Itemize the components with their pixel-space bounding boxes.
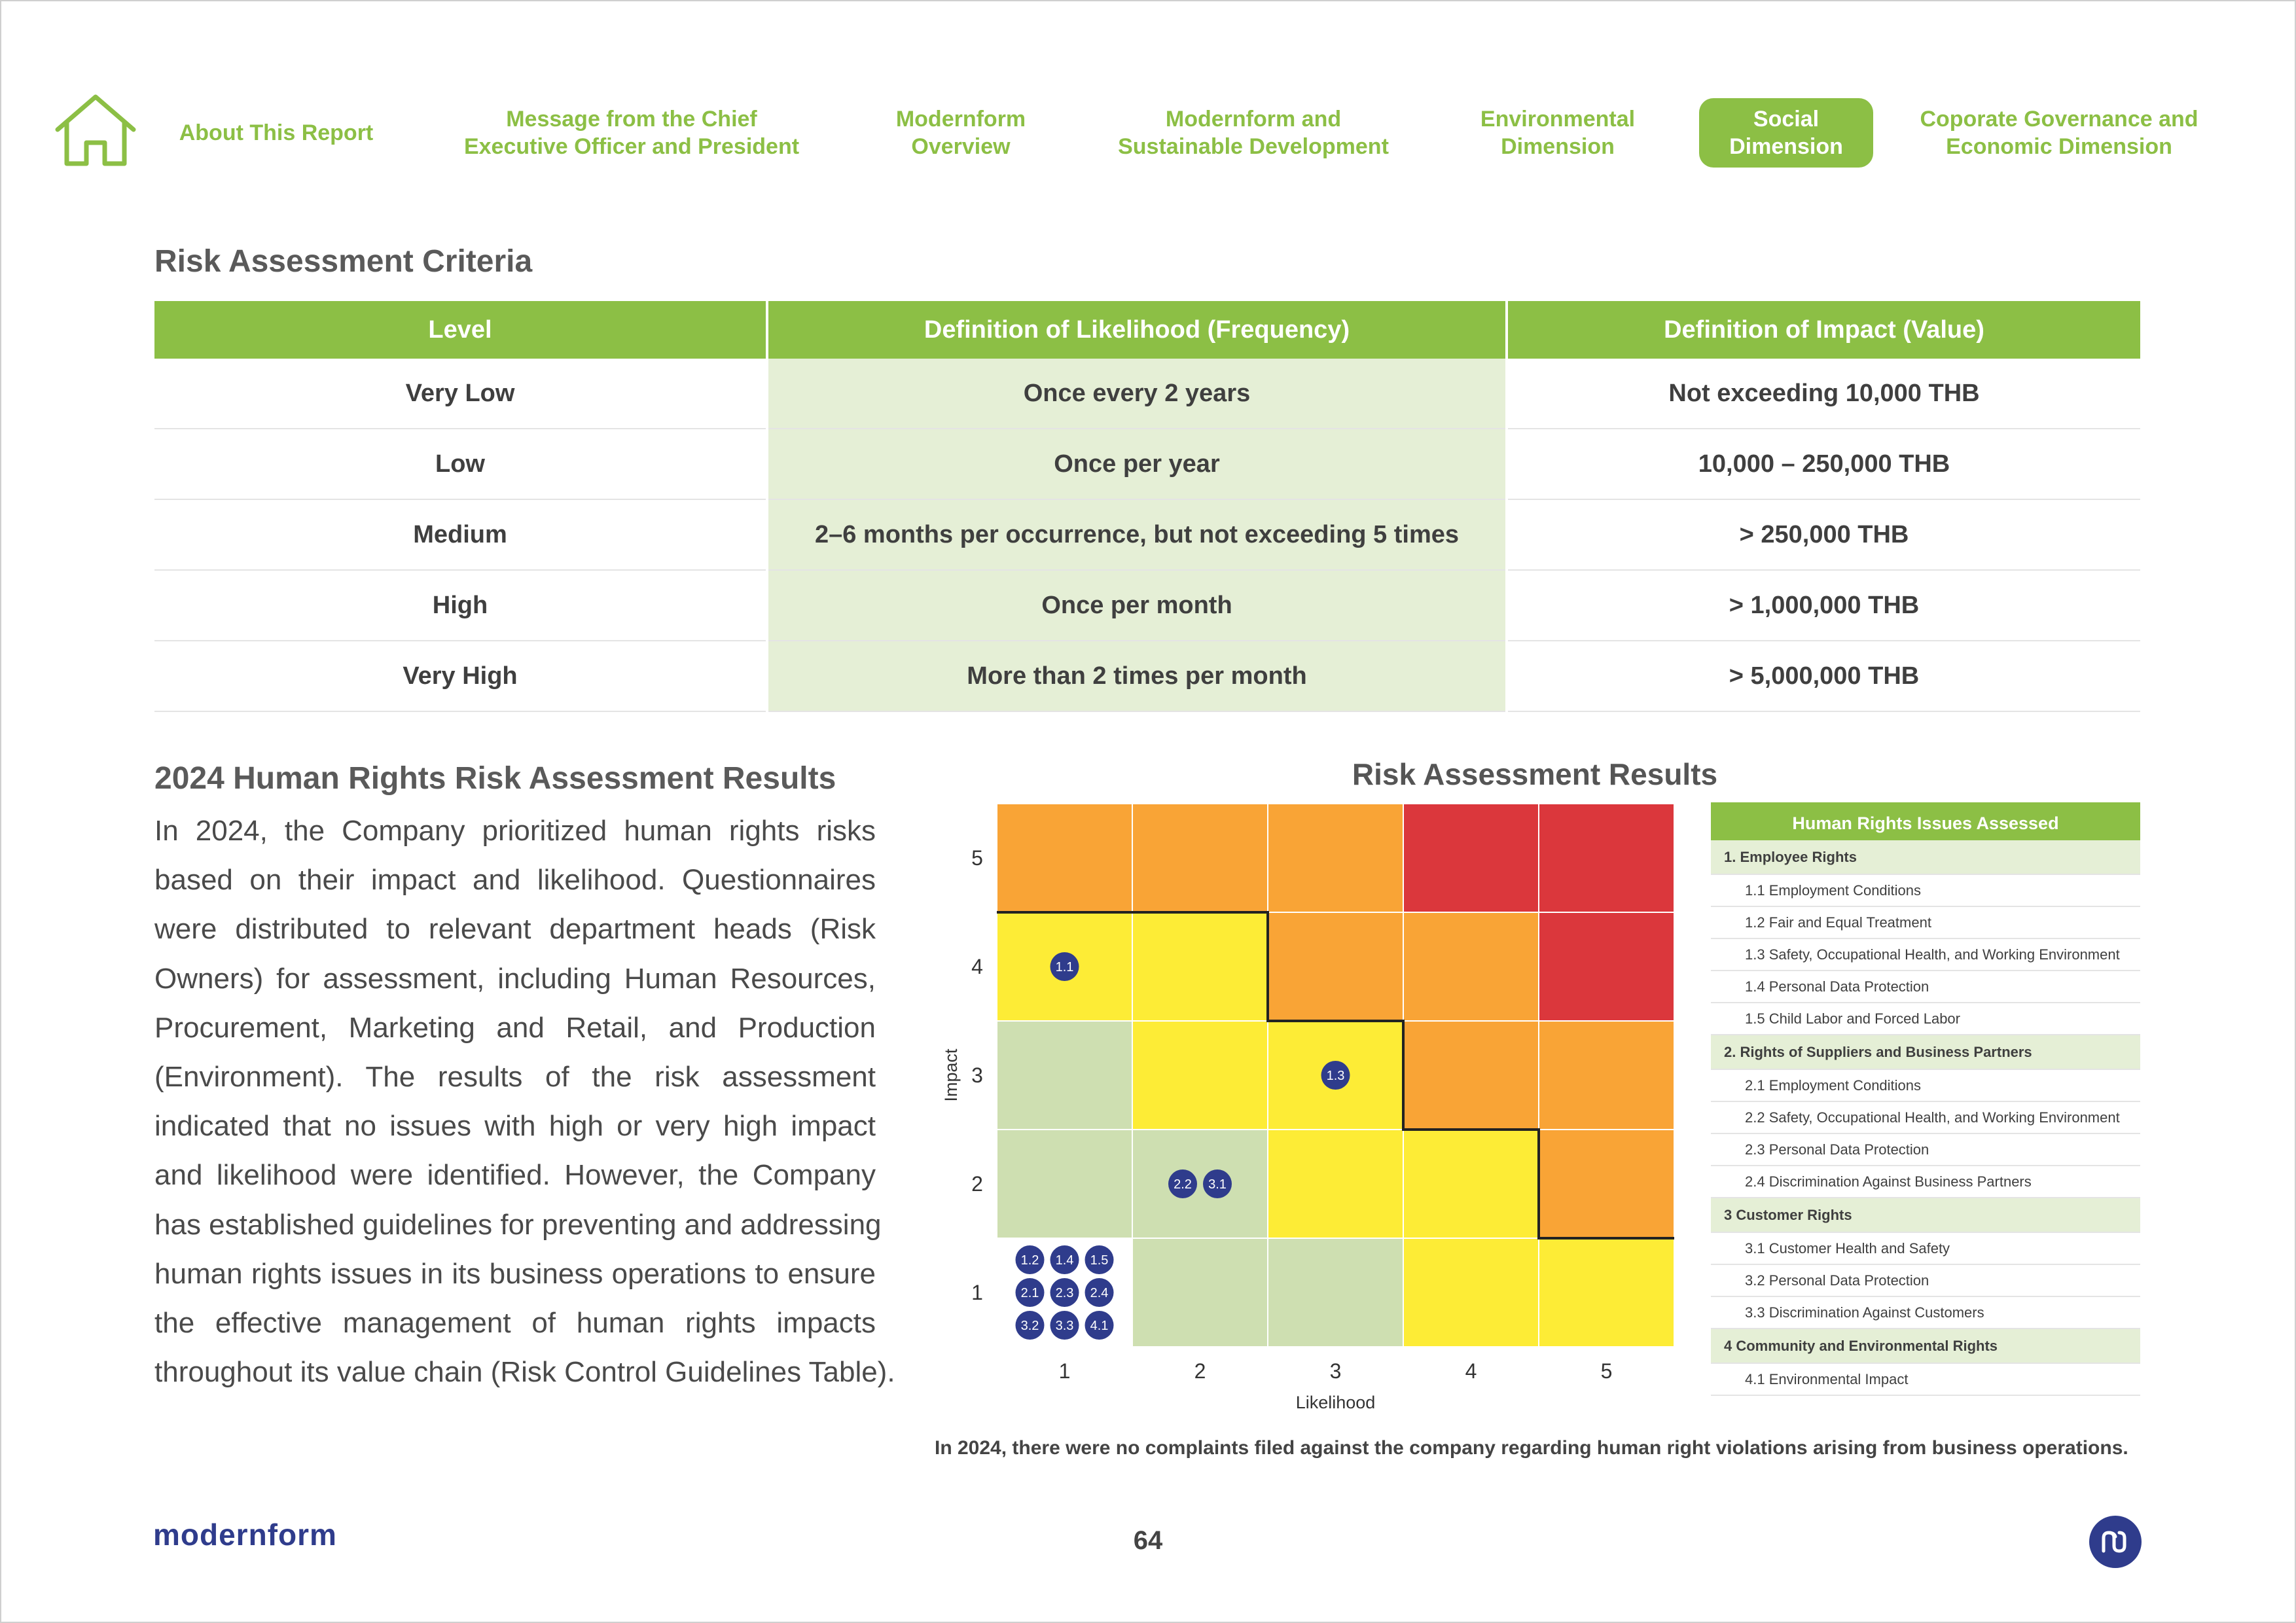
chart-title: Risk Assessment Results [1352,757,1718,791]
matrix-cell [1268,1130,1403,1238]
y-tick-label: 4 [971,955,983,978]
matrix-cell [1132,912,1268,1021]
x-tick-label: 5 [1600,1359,1613,1383]
criteria-table [154,301,2140,712]
results-title: 2024 Human Rights Risk Assessment Results [154,761,836,796]
matrix-cell [1539,804,1674,912]
risk-point-label: 1.2 [1020,1253,1039,1268]
paragraph-line: indicated that no issues with high or very high impact [154,1110,876,1143]
table-row [154,359,2140,429]
matrix-cell [1403,804,1539,912]
issue-item: 3.3 Discrimination Against Customers [1711,1297,2140,1329]
nav-item-2[interactable]: Message from the Chief Executive Officer and President [463,107,800,159]
criteria-header-2: Definition of Likelihood (Frequency) [767,301,1507,359]
risk-point-label: 1.4 [1055,1253,1074,1268]
risk-point-label: 1.5 [1090,1253,1109,1268]
paragraph-line: Procurement, Marketing and Retail, and Production [154,1011,876,1044]
paragraph-line: the effective management of human rights impacts [154,1307,876,1340]
results-paragraph [154,806,895,1397]
issues-table [1711,802,2140,1396]
matrix-cell [1403,1021,1539,1130]
page-number: 64 [1133,1526,1163,1555]
matrix-cell [1403,1130,1539,1238]
paragraph-line: In 2024, the Company prioritized human rights risks [154,815,876,847]
likelihood-cell: More than 2 times per month [767,641,1507,711]
paragraph-line: has established guidelines for preventing and addressing [154,1208,882,1241]
matrix-cell [1268,804,1403,912]
brand-logo-icon[interactable] [2089,1516,2142,1568]
table-row [154,499,2140,570]
matrix-cell [1132,1130,1268,1238]
paragraph-line: based on their impact and likelihood. Questionnaires [154,864,876,897]
matrix-cell [1403,1238,1539,1347]
criteria-header-3: Definition of Impact (Value) [1507,301,2140,359]
matrix-cell [1539,1238,1674,1347]
risk-point-label: 2.1 [1020,1286,1039,1300]
level-cell: High [154,570,767,641]
issue-item: 1.3 Safety, Occupational Health, and Working Environment [1711,939,2140,971]
risk-point-label: 3.1 [1208,1177,1227,1192]
brand-logo-text[interactable]: modernform [153,1518,337,1552]
matrix-cell [1268,912,1403,1021]
issue-item: 3.2 Personal Data Protection [1711,1265,2140,1297]
x-tick-label: 4 [1465,1359,1477,1383]
table-row [154,641,2140,711]
issue-item: 1.5 Child Labor and Forced Labor [1711,1003,2140,1035]
risk-point-label: 2.4 [1090,1286,1109,1300]
nav-item-1[interactable]: About This Report [179,120,374,145]
issue-category: 3 Customer Rights [1711,1198,2140,1233]
risk-point-label: 3.3 [1055,1319,1074,1333]
likelihood-cell: Once per year [767,429,1507,499]
risk-point-label: 1.1 [1055,960,1074,974]
issue-item: 1.4 Personal Data Protection [1711,971,2140,1003]
impact-cell: > 5,000,000 THB [1507,641,2140,711]
issue-item: 4.1 Environmental Impact [1711,1364,2140,1396]
risk-matrix-chart [936,798,1676,1420]
issue-item: 1.1 Employment Conditions [1711,875,2140,907]
likelihood-cell: Once every 2 years [767,359,1507,429]
issue-category: 4 Community and Environmental Rights [1711,1329,2140,1364]
y-tick-label: 2 [971,1172,983,1196]
impact-cell: 10,000 – 250,000 THB [1507,429,2140,499]
criteria-header-1: Level [154,301,767,359]
matrix-cell [1539,912,1674,1021]
impact-cell: Not exceeding 10,000 THB [1507,359,2140,429]
level-cell: Very Low [154,359,767,429]
paragraph-line: throughout its value chain (Risk Control Guidelines Table). [154,1356,895,1389]
matrix-cell [997,804,1132,912]
issue-category: 2. Rights of Suppliers and Business Partners [1711,1035,2140,1070]
issue-item: 2.4 Discrimination Against Business Partners [1711,1166,2140,1198]
issue-item: 1.2 Fair and Equal Treatment [1711,907,2140,939]
x-axis-label: Likelihood [1295,1393,1376,1412]
nav-item-7[interactable]: Coporate Governance and Economic Dimension [1920,107,2198,159]
issue-item: 2.1 Employment Conditions [1711,1070,2140,1102]
issue-category: 1. Employee Rights [1711,840,2140,875]
criteria-title: Risk Assessment Criteria [154,244,533,279]
issue-item: 2.2 Safety, Occupational Health, and Working Environment [1711,1102,2140,1134]
y-tick-label: 5 [971,846,983,870]
home-icon[interactable] [54,94,137,168]
nav-item-5[interactable]: Environmental Dimension [1480,107,1636,159]
paragraph-line: (Environment). The results of the risk assessment [154,1061,876,1094]
likelihood-cell: Once per month [767,570,1507,641]
x-tick-label: 1 [1058,1359,1071,1383]
x-tick-label: 3 [1329,1359,1342,1383]
matrix-cell [1539,1021,1674,1130]
paragraph-line: were distributed to relevant department heads (Risk [154,913,876,946]
y-tick-label: 3 [971,1063,983,1087]
x-tick-label: 2 [1194,1359,1206,1383]
nav-item-3[interactable]: Modernform Overview [895,107,1026,159]
impact-cell: > 250,000 THB [1507,499,2140,570]
paragraph-line: Owners) for assessment, including Human Resources, [154,962,876,995]
matrix-cell [1132,804,1268,912]
matrix-cell [997,1021,1132,1130]
likelihood-cell: 2–6 months per occurrence, but not exceeding 5 times [767,499,1507,570]
nav-item-6[interactable]: Social Dimension [1699,98,1873,168]
table-row [154,429,2140,499]
table-row [154,570,2140,641]
level-cell: Very High [154,641,767,711]
risk-point-label: 3.2 [1020,1319,1039,1333]
paragraph-line: and likelihood were identified. However, the Company [154,1159,876,1192]
matrix-cell [997,1130,1132,1238]
issue-item: 3.1 Customer Health and Safety [1711,1233,2140,1265]
level-cell: Low [154,429,767,499]
y-axis-label: Impact [941,1048,961,1102]
issue-item: 2.3 Personal Data Protection [1711,1134,2140,1166]
issues-header: Human Rights Issues Assessed [1711,802,2140,840]
risk-point-label: 2.3 [1055,1286,1074,1300]
risk-point-label: 1.3 [1326,1069,1345,1083]
risk-point-label: 2.2 [1174,1177,1192,1192]
matrix-cell [1132,1021,1268,1130]
y-tick-label: 1 [971,1281,983,1304]
level-cell: Medium [154,499,767,570]
risk-point-label: 4.1 [1090,1319,1109,1333]
matrix-cell [1539,1130,1674,1238]
matrix-cell [1132,1238,1268,1347]
matrix-cell [1403,912,1539,1021]
complaints-note: In 2024, there were no complaints filed against the company regarding human right violations arising from business operations. [935,1437,2128,1459]
paragraph-line: human rights issues in its business operations to ensure [154,1257,876,1290]
nav-item-4[interactable]: Modernform and Sustainable Development [1118,107,1389,159]
matrix-cell [1268,1238,1403,1347]
impact-cell: > 1,000,000 THB [1507,570,2140,641]
